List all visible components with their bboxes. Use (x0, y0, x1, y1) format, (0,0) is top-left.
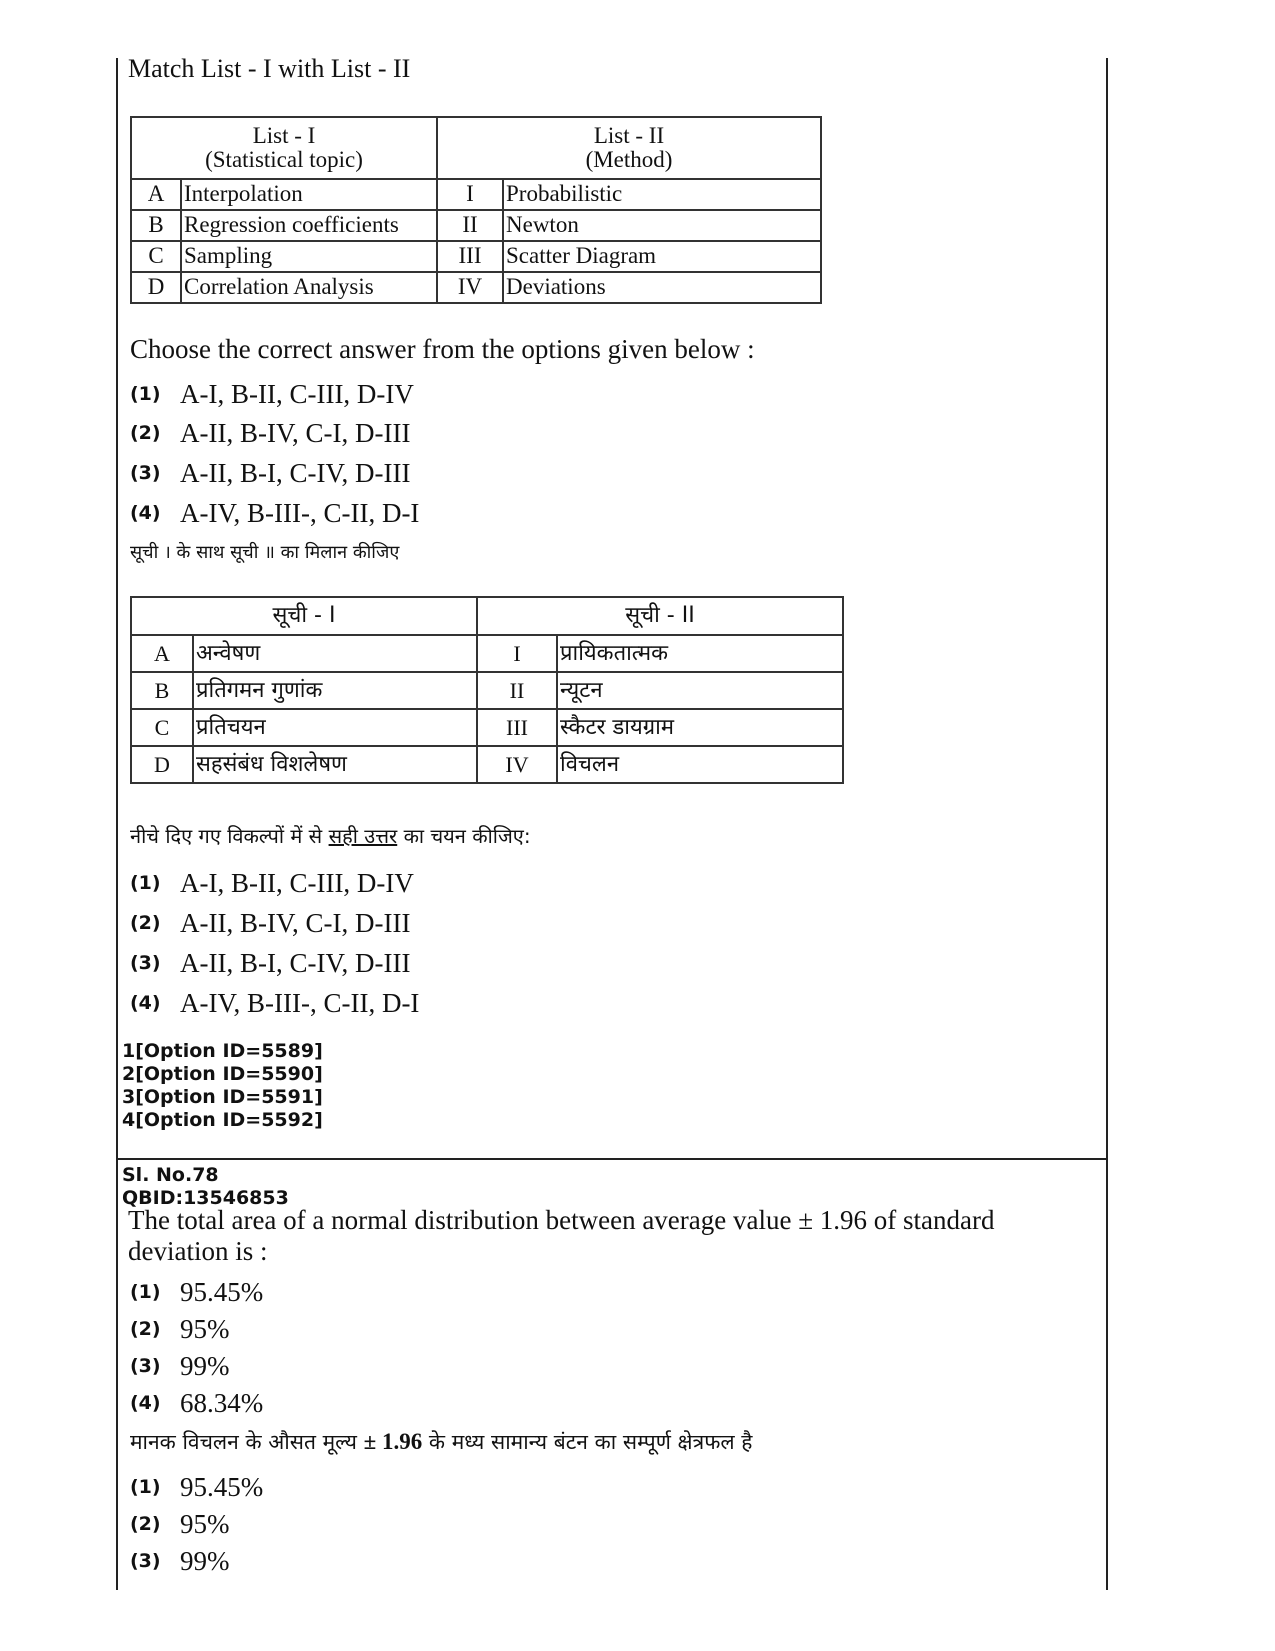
table-row: C प्रतिचयन III स्कैटर डायग्राम (131, 709, 843, 746)
match-heading-hi: सूची । के साथ सूची ॥ का मिलान कीजिए (130, 542, 400, 563)
table-row: D Correlation Analysis IV Deviations (131, 272, 821, 303)
table-row: B Regression coefficients II Newton (131, 210, 821, 241)
option-id: 2[Option ID=5590] (122, 1063, 323, 1085)
question-divider (116, 1158, 1106, 1160)
table-row: B प्रतिगमन गुणांक II न्यूटन (131, 672, 843, 709)
match-table-hi (130, 596, 844, 784)
option-2-hi: (2) A-II, B-IV, C-I, D-III (130, 907, 411, 938)
qbid: QBID:13546853 (122, 1187, 289, 1209)
q78-option-1-en: (1) 95.45% (130, 1276, 264, 1307)
option-id: 3[Option ID=5591] (122, 1086, 323, 1108)
option-id-list (122, 1040, 323, 1132)
q78-option-2-hi: (2) 95% (130, 1508, 230, 1539)
question-text-hi: मानक विचलन के औसत मूल्य ± 1.96 के मध्य सामान्य बंटन का सम्पूर्ण क्षेत्रफल है (130, 1429, 753, 1454)
question-text-en: The total area of a normal distribution between average value ± 1.96 of standard deviation is : (128, 1205, 995, 1266)
suchi1-header: सूची - I (131, 597, 477, 635)
suchi2-header: सूची - II (477, 597, 843, 635)
q78-option-1-hi: (1) 95.45% (130, 1471, 264, 1502)
q78-option-3-en: (3) 99% (130, 1350, 230, 1381)
table-row: C Sampling III Scatter Diagram (131, 241, 821, 272)
question-meta (122, 1164, 289, 1210)
table-row: D सहसंबंध विशलेषण IV विचलन (131, 746, 843, 783)
choose-prompt-hi: नीचे दिए गए विकल्पों में से सही उत्तर का चयन कीजिए: (130, 824, 531, 848)
table-row: A Interpolation I Probabilistic (131, 179, 821, 210)
match-table-en (130, 116, 822, 304)
option-2-en: (2) A-II, B-IV, C-I, D-III (130, 417, 411, 448)
option-id: 4[Option ID=5592] (122, 1109, 323, 1131)
match-heading-en: Match List - I with List - II (128, 54, 411, 83)
option-1-hi: (1) A-I, B-II, C-III, D-IV (130, 867, 414, 898)
table-row: A अन्वेषण I प्रायिकतात्मक (131, 635, 843, 672)
option-4-hi: (4) A-IV, B-III-, C-II, D-I (130, 987, 420, 1018)
list1-header: List - I (Statistical topic) (131, 117, 437, 179)
choose-prompt-en: Choose the correct answer from the options given below : (130, 334, 755, 364)
option-1-en: (1) A-I, B-II, C-III, D-IV (130, 378, 414, 409)
q78-option-3-hi: (3) 99% (130, 1545, 230, 1576)
option-3-hi: (3) A-II, B-I, C-IV, D-III (130, 947, 411, 978)
serial-number: Sl. No.78 (122, 1164, 219, 1186)
option-3-en: (3) A-II, B-I, C-IV, D-III (130, 457, 411, 488)
q78-option-2-en: (2) 95% (130, 1313, 230, 1344)
option-id: 1[Option ID=5589] (122, 1040, 323, 1062)
option-4-en: (4) A-IV, B-III-, C-II, D-I (130, 497, 420, 528)
list2-header: List - II (Method) (437, 117, 821, 179)
q78-option-4-en: (4) 68.34% (130, 1387, 264, 1418)
